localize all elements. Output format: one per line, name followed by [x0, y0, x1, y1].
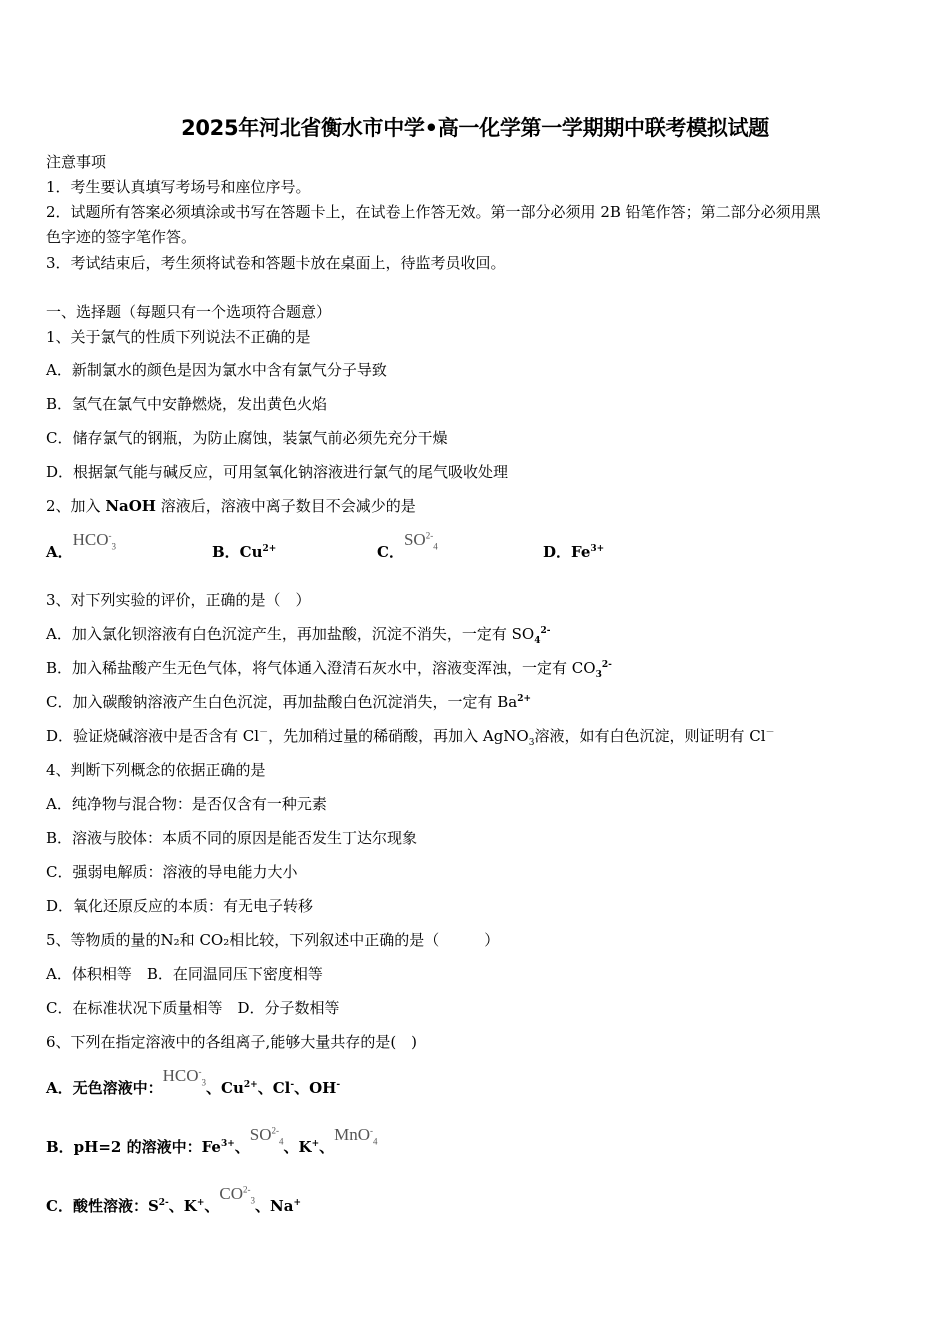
page-title: 2025年河北省衡水市中学•高一化学第一学期期中联考模拟试题	[181, 116, 769, 140]
notice-item: 1．考生要认真填写考场号和座位序号。	[46, 178, 311, 196]
notice-item: 3．考试结束后，考生须将试卷和答题卡放在桌面上，待监考员收回。	[46, 254, 506, 272]
notice-heading: 注意事项	[46, 153, 107, 171]
option-d: D．根据氯气能与碱反应，可用氢氧化钠溶液进行氯气的尾气吸收处理	[46, 463, 509, 481]
notice-item: 色字迹的签字笔作答。	[46, 228, 197, 246]
formula-mno4: MnO-$_4$	[334, 1125, 378, 1147]
formula-so4: $SO^{2-}_4$	[249, 1125, 284, 1147]
formula-hco3: $HCO^-_3$	[72, 530, 117, 552]
option-cd: C．在标准状况下质量相等 D．分子数相等	[46, 999, 340, 1017]
option-c: C．酸性溶液：$S^{2-}$、K+、$CO^{2-}_3$、Na+	[46, 1184, 301, 1215]
option-b: B．溶液与胶体：本质不同的原因是能否发生丁达尔现象	[46, 829, 418, 847]
option-a: A．加入氯化钡溶液有白色沉淀产生，再加盐酸，沉淀不消失，一定有 $SO_4^{2-}$	[46, 625, 551, 646]
option-d: D．$Fe^{3+}$	[543, 543, 605, 561]
option-d: D．验证烧碱溶液中是否含有 Cl－，先加稍过量的稀硝酸，再加入 AgNO$_3$溶液，如有白色沉淀，则证明有 Cl－	[46, 727, 775, 748]
formula-co3: $CO^{2-}_3$	[219, 1184, 256, 1206]
question-stem: 1、关于氯气的性质下列说法不正确的是	[46, 328, 311, 346]
question-stem: 5、等物质的量的N₂和 CO₂相比较，下列叙述中正确的是（ ）	[46, 931, 500, 949]
formula-hco3: $HCO^-_3$	[162, 1066, 207, 1088]
question-stem: 3、对下列实验的评价，正确的是（ ）	[46, 591, 311, 609]
option-ab: A．体积相等 B．在同温同压下密度相等	[46, 965, 323, 983]
option-d: D．氧化还原反应的本质：有无电子转移	[46, 897, 314, 915]
option-b: B．氢气在氯气中安静燃烧，发出黄色火焰	[46, 395, 328, 413]
option-a: A．纯净物与混合物：是否仅含有一种元素	[46, 795, 327, 813]
question-stem: 2、加入 NaOH 溶液后，溶液中离子数目不会减少的是	[46, 497, 416, 515]
option-b: B．$Cu^{2+}$	[212, 543, 277, 561]
option-c: C．$SO^{2-}_4$	[377, 530, 438, 561]
option-a: A．无色溶液中：$HCO^-_3$、$Cu^{2+}$、Cl-、OH-	[46, 1066, 341, 1097]
option-a: A．新制氯水的颜色是因为氯水中含有氯气分子导致	[46, 361, 387, 379]
option-c: C．加入碳酸钠溶液产生白色沉淀，再加盐酸白色沉淀消失，一定有 $Ba^{2+}$	[46, 693, 532, 711]
section-heading: 一、选择题（每题只有一个选项符合题意）	[46, 303, 332, 321]
notice-item: 2．试题所有答案必须填涂或书写在答题卡上，在试卷上作答无效。第一部分必须用 2B 铅笔作答；第二部分必须用黑	[46, 203, 821, 221]
option-c: C．储存氯气的钢瓶，为防止腐蚀，装氯气前必须先充分干燥	[46, 429, 448, 447]
option-a: A．$HCO^-_3$	[46, 530, 117, 561]
option-b: B．pH=2 的溶液中：$Fe^{3+}$、$SO^{2-}_4$、K+、MnO-$_4$	[46, 1125, 378, 1156]
formula-so4: $SO^{2-}_4$	[403, 530, 438, 552]
option-c: C．强弱电解质：溶液的导电能力大小	[46, 863, 298, 881]
question-stem: 6、下列在指定溶液中的各组离子,能够大量共存的是( )	[46, 1033, 418, 1051]
question-stem: 4、判断下列概念的依据正确的是	[46, 761, 266, 779]
option-b: B．加入稀盐酸产生无色气体，将气体通入澄清石灰水中，溶液变浑浊，一定有 $CO_3^{2-}$	[46, 659, 612, 680]
